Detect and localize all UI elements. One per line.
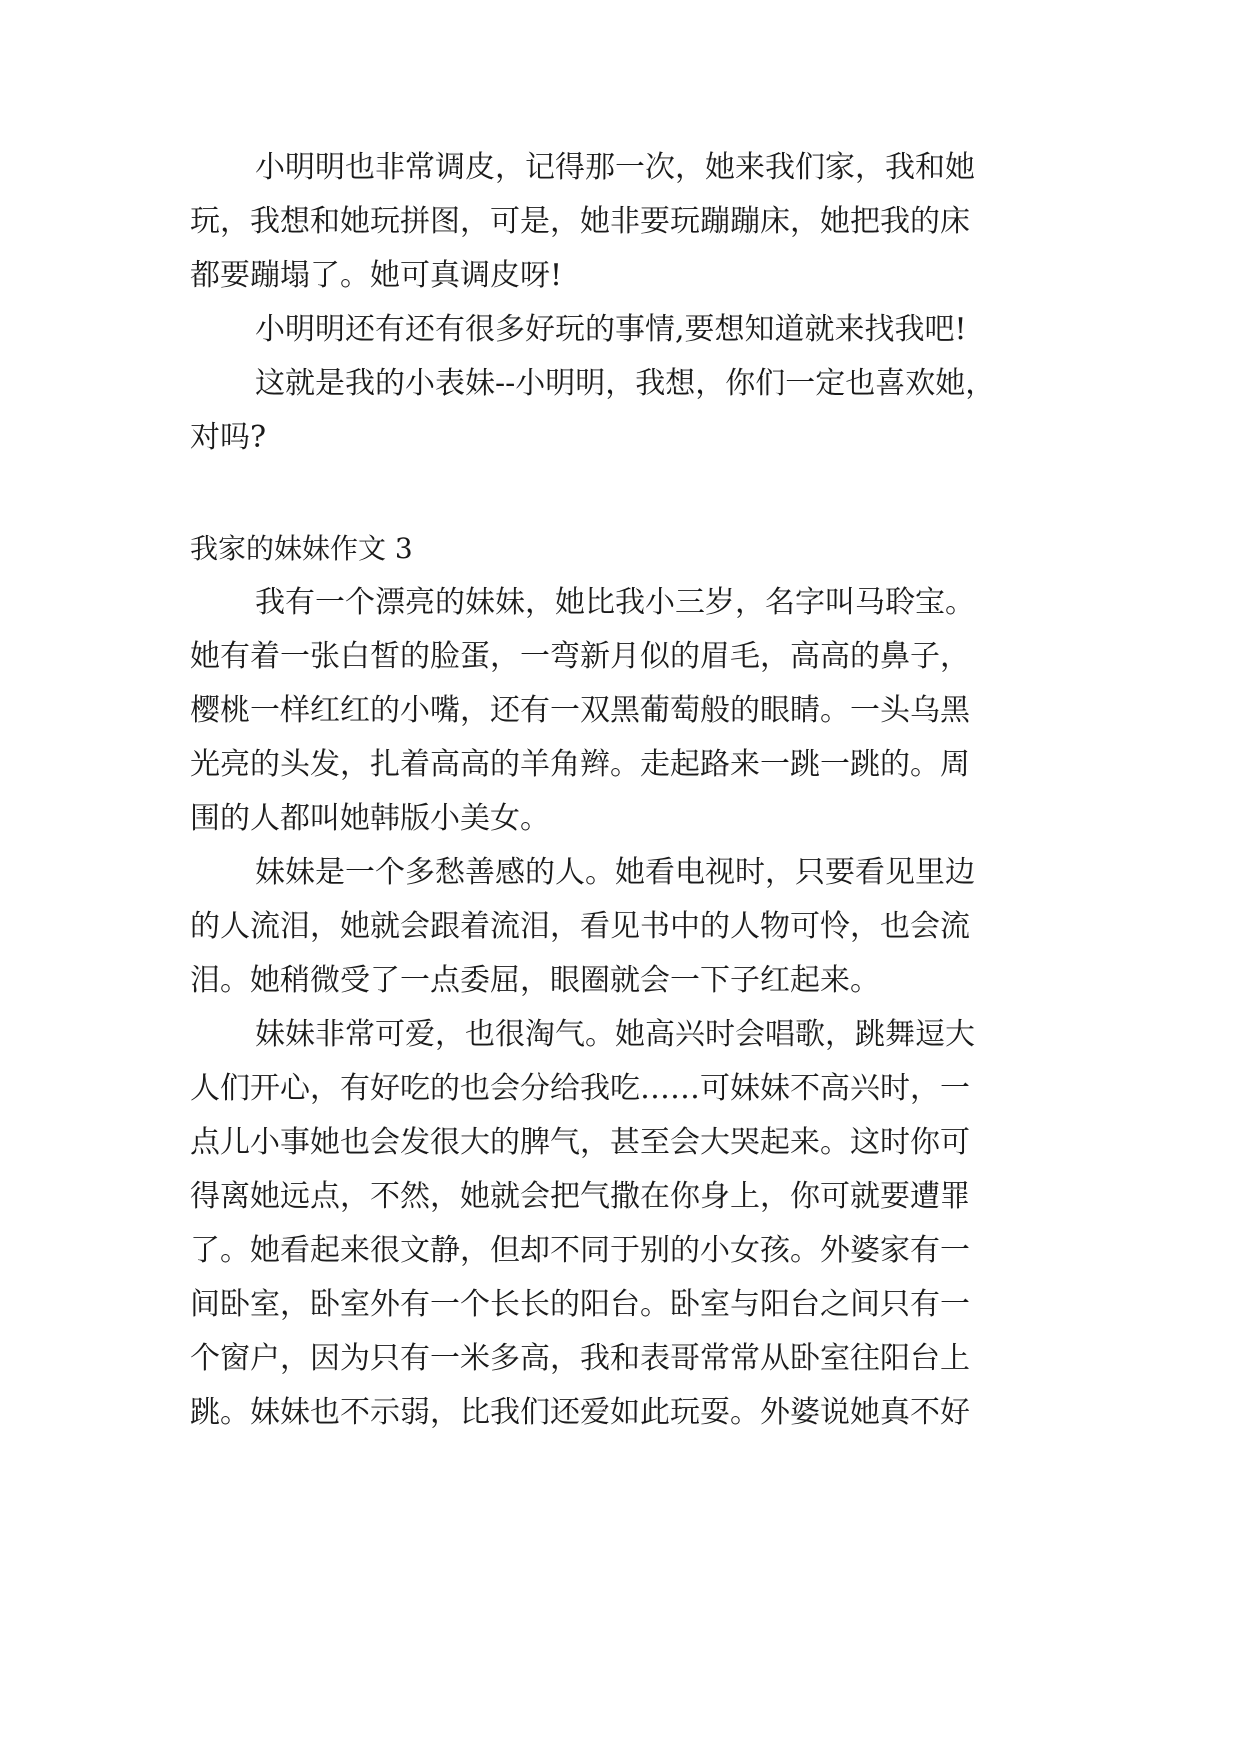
text-line: 玩，我想和她玩拼图，可是，她非要玩蹦蹦床，她把我的床	[190, 204, 970, 239]
text-line: 都要蹦塌了。她可真调皮呀!	[190, 258, 563, 293]
text-line: 妹妹非常可爱，也很淘气。她高兴时会唱歌，跳舞逗大	[255, 1017, 975, 1052]
text-line: 她有着一张白皙的脸蛋，一弯新月似的眉毛，高高的鼻子，	[190, 639, 970, 674]
text-line: 间卧室，卧室外有一个长长的阳台。卧室与阳台之间只有一	[190, 1287, 970, 1322]
text-line: 点儿小事她也会发很大的脾气，甚至会大哭起来。这时你可	[190, 1125, 970, 1160]
text-line: 小明明也非常调皮，记得那一次，她来我们家，我和她	[255, 150, 975, 185]
text-line: 了。她看起来很文静，但却不同于别的小女孩。外婆家有一	[190, 1233, 970, 1268]
text-line: 小明明还有还有很多好玩的事情,要想知道就来找我吧!	[255, 312, 967, 347]
text-line: 我有一个漂亮的妹妹，她比我小三岁，名字叫马聆宝。	[255, 585, 975, 620]
text-line: 跳。妹妹也不示弱，比我们还爱如此玩耍。外婆说她真不好	[190, 1395, 970, 1430]
text-line: 的人流泪，她就会跟着流泪，看见书中的人物可怜，也会流	[190, 909, 970, 944]
text-line: 人们开心，有好吃的也会分给我吃……可妹妹不高兴时，一	[190, 1071, 970, 1106]
section-title: 我家的妹妹作文 3	[190, 532, 413, 565]
text-line: 光亮的头发，扎着高高的羊角辫。走起路来一跳一跳的。周	[190, 747, 970, 782]
text-line: 个窗户，因为只有一米多高，我和表哥常常从卧室往阳台上	[190, 1341, 970, 1376]
text-line: 对吗?	[190, 420, 267, 455]
text-line: 妹妹是一个多愁善感的人。她看电视时，只要看见里边	[255, 855, 975, 890]
text-line: 围的人都叫她韩版小美女。	[190, 801, 550, 836]
text-line: 泪。她稍微受了一点委屈，眼圈就会一下子红起来。	[190, 963, 880, 998]
text-line: 这就是我的小表妹--小明明，我想，你们一定也喜欢她，	[255, 366, 996, 401]
text-line: 樱桃一样红红的小嘴，还有一双黑葡萄般的眼睛。一头乌黑	[190, 693, 970, 728]
text-line: 得离她远点，不然，她就会把气撒在你身上，你可就要遭罪	[190, 1179, 970, 1214]
